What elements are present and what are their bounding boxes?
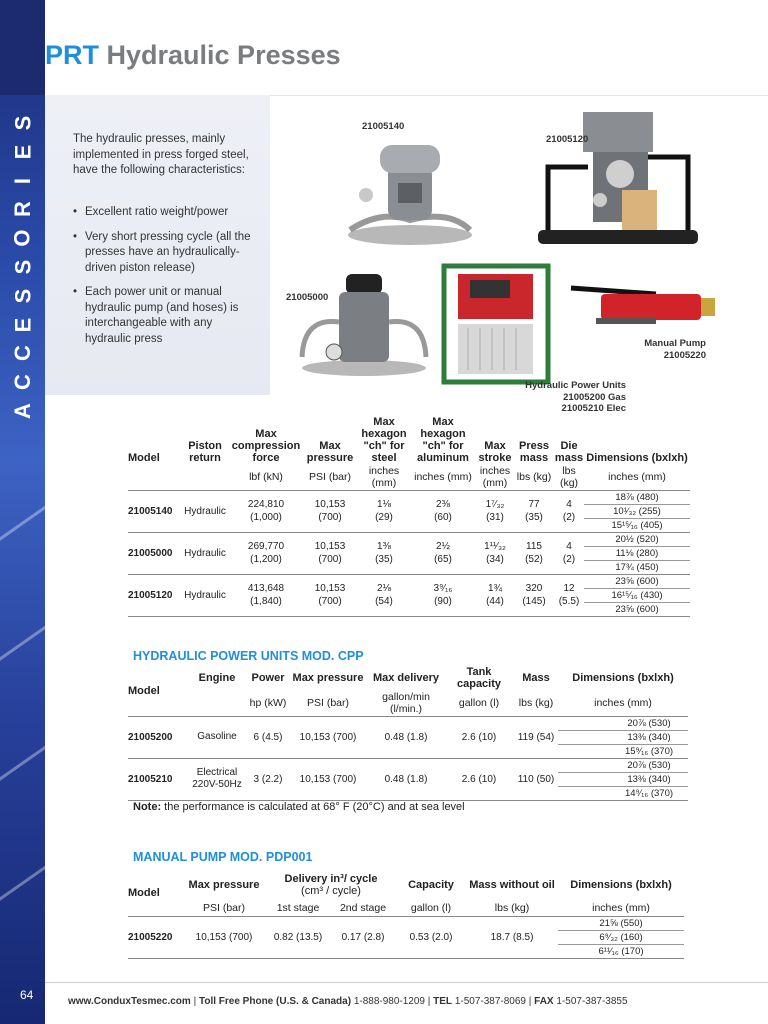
- table-row: [128, 716, 688, 730]
- cell-stroke: [476, 532, 514, 574]
- caption-line: 21005200 Gas: [563, 391, 626, 403]
- caption-manual-pump: [626, 338, 706, 361]
- cell-die-mass: [554, 574, 584, 616]
- cell-mass: 18.7 (8.5): [466, 916, 558, 958]
- cell-piston: [180, 490, 230, 532]
- col-header-capacity: Capacity: [408, 879, 454, 891]
- unit-pressure: PSI (bar): [182, 900, 266, 916]
- cell-dim: 21⅝ (550): [558, 916, 684, 930]
- cell-hex-al-metric: (60): [434, 512, 452, 523]
- title-prefix: PRT: [45, 40, 99, 70]
- cell-capacity: 0.53 (2.0): [396, 916, 466, 958]
- caption-line: Hydraulic Power Units: [525, 380, 626, 391]
- cell-pressure: [302, 574, 358, 616]
- performance-note: [133, 801, 465, 813]
- unit-stage1: 1st stage: [266, 900, 330, 916]
- col-header-engine: Engine: [198, 672, 236, 684]
- page-number: 64: [20, 988, 34, 1002]
- cell-model-value: 21005120: [128, 589, 173, 601]
- cell-dim: 16¹⁵⁄₁₆ (430): [584, 588, 690, 602]
- unit-tank: gallon (l): [444, 690, 514, 716]
- col-header-pressure: Max pressure: [306, 440, 354, 464]
- cell-dim: 10¹⁄₃₂ (255): [584, 504, 690, 518]
- cell-stage2: 0.17 (2.8): [330, 916, 396, 958]
- cell-tank: 2.6 (10): [444, 716, 514, 758]
- col-header-delivery: Max delivery: [372, 672, 440, 684]
- cell-pressure: 10,153 (700): [288, 758, 368, 800]
- unit-pressure: PSI (bar): [288, 690, 368, 716]
- col-header-model: Model: [128, 666, 186, 716]
- cell-hex-steel-value: 1⅛: [377, 499, 391, 510]
- cell-stroke-value: 1⁷⁄₃₂: [485, 499, 505, 510]
- cell-press-mass-value: 320: [525, 583, 543, 594]
- cell-stroke-metric: (34): [486, 554, 504, 565]
- cell-stroke-value: 1¹¹⁄₃₂: [484, 541, 506, 552]
- cell-press-mass-value: 77: [528, 499, 540, 510]
- caption-21005120: 21005120: [546, 134, 589, 145]
- col-header-die-mass: Die mass: [554, 440, 584, 464]
- delivery-line: (cm³ / cycle): [301, 885, 361, 897]
- cell-dim: 20⅞ (530): [558, 758, 688, 772]
- sidebar-letter: C: [9, 345, 35, 362]
- cell-force-value: 413,648: [247, 583, 285, 594]
- unit-delivery: gallon/min (l/min.): [368, 690, 444, 716]
- press-spec-table: [128, 406, 690, 617]
- sidebar: [0, 0, 45, 1024]
- unit-die-mass: lbs (kg): [554, 464, 584, 490]
- unit-stage2: 2nd stage: [330, 900, 396, 916]
- cell-pressure-value: 10,153: [314, 583, 346, 594]
- cell-model: [128, 532, 180, 574]
- cell-model: [128, 574, 180, 616]
- cell-piston-value: Hydraulic: [184, 547, 226, 559]
- col-header-force: Max compression force: [231, 428, 301, 464]
- col-header-model: Model: [128, 870, 182, 916]
- cell-engine: Electrical 220V-50Hz: [186, 758, 248, 800]
- cell-mass: 119 (54): [514, 716, 558, 758]
- manual-pump-table: [128, 870, 684, 959]
- footer-tel-label: TEL: [433, 996, 453, 1007]
- col-header-press-mass: Press mass: [519, 440, 549, 464]
- caption-line: 21005210 Elec: [561, 403, 626, 414]
- cell-hex-steel-metric: (35): [375, 554, 393, 565]
- footer-tollfree-label: Toll Free Phone (U.S. & Canada): [198, 996, 352, 1007]
- unit-dims: inches (mm): [584, 464, 690, 490]
- sidebar-letter: I: [10, 177, 35, 184]
- col-header-mass: Mass: [522, 672, 550, 684]
- power-unit-table: [128, 666, 688, 801]
- col-header-dims: Dimensions (bxlxh): [570, 879, 672, 891]
- unit-hex-steel: inches (mm): [358, 464, 410, 490]
- cell-hex-steel: [358, 532, 410, 574]
- cell-model-value: 21005140: [128, 505, 173, 517]
- cell-press-mass: [514, 532, 554, 574]
- cell-stroke: [476, 574, 514, 616]
- sidebar-letter: O: [10, 229, 35, 247]
- cell-dim: 20⅞ (530): [558, 716, 688, 730]
- cell-hex-steel: [358, 490, 410, 532]
- cell-pressure-metric: (700): [318, 512, 342, 523]
- manual-pump-image: [566, 280, 721, 330]
- cell-dim: 15¹⁵⁄₁₆ (405): [584, 518, 690, 532]
- list-item: • Each power unit or manual hydraulic pump (and hoses) is interchangeable with any hydraulic press: [73, 285, 258, 347]
- table-row: [128, 490, 690, 504]
- cell-force: [230, 574, 302, 616]
- cell-pressure-metric: (700): [318, 554, 342, 565]
- unit-press-mass: lbs (kg): [514, 464, 554, 490]
- caption-21005140: 21005140: [362, 121, 405, 132]
- cell-dim: 23⅝ (600): [584, 602, 690, 616]
- unit-capacity: gallon (l): [396, 900, 466, 916]
- cell-stage1: 0.82 (13.5): [266, 916, 330, 958]
- sidebar-vertical-text: [8, 112, 38, 422]
- cell-press-mass-metric: (145): [522, 596, 546, 607]
- cell-piston-value: Hydraulic: [184, 505, 226, 517]
- cell-press-mass-value: 115: [526, 541, 542, 552]
- cell-engine: Gasoline: [186, 716, 248, 758]
- sidebar-letter: A: [9, 403, 35, 419]
- unit-dims: inches (mm): [558, 900, 684, 916]
- cell-die-mass: [554, 490, 584, 532]
- cell-dim: 6¹¹⁄₁₆ (170): [558, 944, 684, 958]
- cell-stroke: [476, 490, 514, 532]
- sidebar-letter: S: [10, 288, 35, 304]
- cell-power: 3 (2.2): [248, 758, 288, 800]
- cell-die-mass: [554, 532, 584, 574]
- table-row: [128, 574, 690, 588]
- list-item: • Excellent ratio weight/power: [73, 205, 258, 221]
- cell-pressure: [302, 490, 358, 532]
- cell-press-mass-metric: (35): [525, 512, 543, 523]
- intro-panel: [45, 95, 270, 395]
- sidebar-letter: S: [10, 259, 35, 275]
- cell-model: 21005210: [128, 758, 186, 800]
- list-item: • Very short pressing cycle (all the presses have an hydraulically-driven piston release): [73, 230, 258, 277]
- cell-piston: [180, 532, 230, 574]
- sidebar-top: [0, 0, 45, 95]
- col-header-piston: Piston return: [188, 440, 222, 464]
- footer-website-link[interactable]: www.ConduxTesmec.com: [68, 996, 191, 1007]
- cell-hex-al-value: 2⅜: [436, 499, 450, 510]
- col-header-dims: Dimensions (bxlxh): [572, 672, 674, 684]
- cell-dim: 17¾ (450): [584, 560, 690, 574]
- cell-piston: [180, 574, 230, 616]
- cell-hex-al-metric: (65): [434, 554, 452, 565]
- cell-hex-al-value: 2½: [436, 541, 450, 552]
- unit-dims: inches (mm): [558, 690, 688, 716]
- note-text: the performance is calculated at 68° F (20°C) and at sea level: [161, 801, 465, 813]
- unit-stroke: inches (mm): [476, 464, 514, 490]
- decorative-streak: [0, 734, 63, 788]
- power-unit-image: [440, 262, 552, 387]
- footer-fax-label: FAX: [534, 996, 554, 1007]
- page-title: [45, 40, 341, 71]
- press-21005000-image: [294, 272, 434, 377]
- col-header-model: Model: [128, 452, 160, 464]
- col-header-hex-al: Max hexagon "ch" for aluminum: [417, 416, 469, 464]
- cell-delivery: 0.48 (1.8): [368, 758, 444, 800]
- footer-tollfree-number: 1-888-980-1209: [353, 996, 425, 1007]
- cell-dim: 15⁹⁄₁₆ (370): [558, 744, 688, 758]
- col-header-pressure: Max pressure: [188, 879, 260, 891]
- cell-dim: 14⁹⁄₁₆ (370): [558, 786, 688, 800]
- cell-force-metric: (1,000): [250, 512, 282, 523]
- footer-divider: [45, 982, 768, 983]
- cell-die-mass-value: 4: [566, 499, 572, 510]
- cell-model-value: 21005000: [128, 547, 173, 559]
- cell-stroke-metric: (44): [486, 596, 504, 607]
- cell-force-value: 269,770: [247, 541, 285, 552]
- footer-tel-number: 1-507-387-8069: [454, 996, 526, 1007]
- unit-power: hp (kW): [248, 690, 288, 716]
- col-header-power: Power: [251, 672, 285, 684]
- title-rest: Hydraulic Presses: [106, 40, 341, 70]
- cell-hex-al: [410, 532, 476, 574]
- table-row: [128, 916, 684, 930]
- unit-hex-al: inches (mm): [410, 464, 476, 490]
- cell-model: 21005200: [128, 716, 186, 758]
- decorative-streak: [0, 614, 63, 668]
- cell-pressure: [302, 532, 358, 574]
- caption-21005000: 21005000: [286, 292, 329, 303]
- col-header-mass: Mass without oil: [469, 879, 555, 891]
- cell-pressure-value: 10,153: [314, 541, 346, 552]
- cell-power: 6 (4.5): [248, 716, 288, 758]
- cell-die-mass-metric: (5.5): [558, 596, 580, 607]
- cell-hex-steel-metric: (29): [375, 512, 393, 523]
- cell-die-mass-metric: (2): [562, 554, 576, 565]
- col-header-tank: Tank capacity: [456, 666, 502, 690]
- cell-delivery: 0.48 (1.8): [368, 716, 444, 758]
- cell-press-mass: [514, 574, 554, 616]
- press-21005120-image: [538, 112, 698, 252]
- col-header-hex-steel: Max hexagon "ch" for steel: [361, 416, 407, 464]
- cell-force-metric: (1,200): [250, 554, 282, 565]
- sidebar-letter: S: [10, 115, 35, 131]
- cell-dim: 18⅞ (480): [584, 490, 690, 504]
- unit-mass: lbs (kg): [466, 900, 558, 916]
- cell-hex-al: [410, 574, 476, 616]
- intro-text: The hydraulic presses, mainly implemented in press forged steel, have the following characteristics:: [73, 133, 249, 176]
- cell-pressure-value: 10,153: [314, 499, 346, 510]
- caption-line: 21005220: [663, 349, 706, 361]
- press-21005140-image: [340, 135, 480, 250]
- footer-fax-number: 1-507-387-3855: [556, 996, 628, 1007]
- cell-die-mass-value: 12: [563, 583, 575, 594]
- cell-piston-value: Hydraulic: [184, 589, 226, 601]
- feature-list: [73, 205, 258, 356]
- col-header-stroke: Max stroke: [478, 440, 512, 464]
- cell-dim: 23⅝ (600): [584, 574, 690, 588]
- col-header-delivery: [266, 870, 396, 900]
- col-header-pressure: Max pressure: [292, 672, 364, 684]
- cell-dim: 13⅜ (340): [558, 772, 688, 786]
- cell-hex-al-value: 3⁹⁄₁₆: [433, 583, 453, 594]
- delivery-line: Delivery in³/ cycle: [284, 873, 378, 885]
- cell-mass: 110 (50): [514, 758, 558, 800]
- cell-model: 21005220: [128, 916, 182, 958]
- unit-force: lbf (kN): [230, 464, 302, 490]
- cell-pressure: 10,153 (700): [288, 716, 368, 758]
- table-row: [128, 532, 690, 546]
- cell-force: [230, 532, 302, 574]
- sidebar-letter: C: [9, 374, 35, 391]
- cell-tank: 2.6 (10): [444, 758, 514, 800]
- cell-hex-al-metric: (90): [434, 596, 452, 607]
- cell-stroke-value: 1¾: [488, 583, 502, 594]
- pdp-heading: MANUAL PUMP MOD. PDP001: [133, 850, 313, 864]
- cell-dim: 13⅜ (340): [558, 730, 688, 744]
- cell-press-mass-metric: (52): [525, 554, 543, 565]
- cell-dim: 11⅛ (280): [584, 546, 690, 560]
- cell-stroke-metric: (31): [486, 512, 504, 523]
- cell-hex-steel-value: 1⅜: [377, 541, 391, 552]
- cell-hex-steel-value: 2⅛: [377, 583, 391, 594]
- cell-dim: 6⁹⁄₃₂ (160): [558, 930, 684, 944]
- unit-pressure: PSI (bar): [302, 464, 358, 490]
- footer: www.ConduxTesmec.com | Toll Free Phone (U.S. & Canada) 1-888-980-1209 | TEL 1-507-387-8069 | FAX 1-507-387-3855: [68, 996, 628, 1007]
- cell-hex-steel-metric: (54): [375, 596, 393, 607]
- cell-press-mass: [514, 490, 554, 532]
- cell-force: [230, 490, 302, 532]
- cell-hex-steel: [358, 574, 410, 616]
- cell-model: [128, 490, 180, 532]
- cell-pressure: 10,153 (700): [182, 916, 266, 958]
- col-header-dims: Dimensions (bxlxh): [586, 452, 688, 464]
- unit-mass: lbs (kg): [514, 690, 558, 716]
- sidebar-letter: R: [9, 201, 35, 218]
- cell-pressure-metric: (700): [318, 596, 342, 607]
- cell-hex-al: [410, 490, 476, 532]
- cell-dim: 20½ (520): [584, 532, 690, 546]
- cell-die-mass-metric: (2): [562, 512, 576, 523]
- cell-force-value: 224,810: [247, 499, 285, 510]
- note-label: Note:: [133, 801, 162, 813]
- decorative-streak: [0, 854, 63, 908]
- decorative-streak: [0, 494, 63, 548]
- caption-line: Manual Pump: [644, 338, 706, 349]
- table-row: [128, 758, 688, 772]
- sidebar-letter: E: [10, 144, 35, 160]
- cell-force-metric: (1,840): [250, 596, 282, 607]
- cell-die-mass-value: 4: [566, 541, 572, 552]
- sidebar-letter: E: [10, 317, 35, 332]
- cpp-heading: HYDRAULIC POWER UNITS MOD. CPP: [133, 649, 364, 663]
